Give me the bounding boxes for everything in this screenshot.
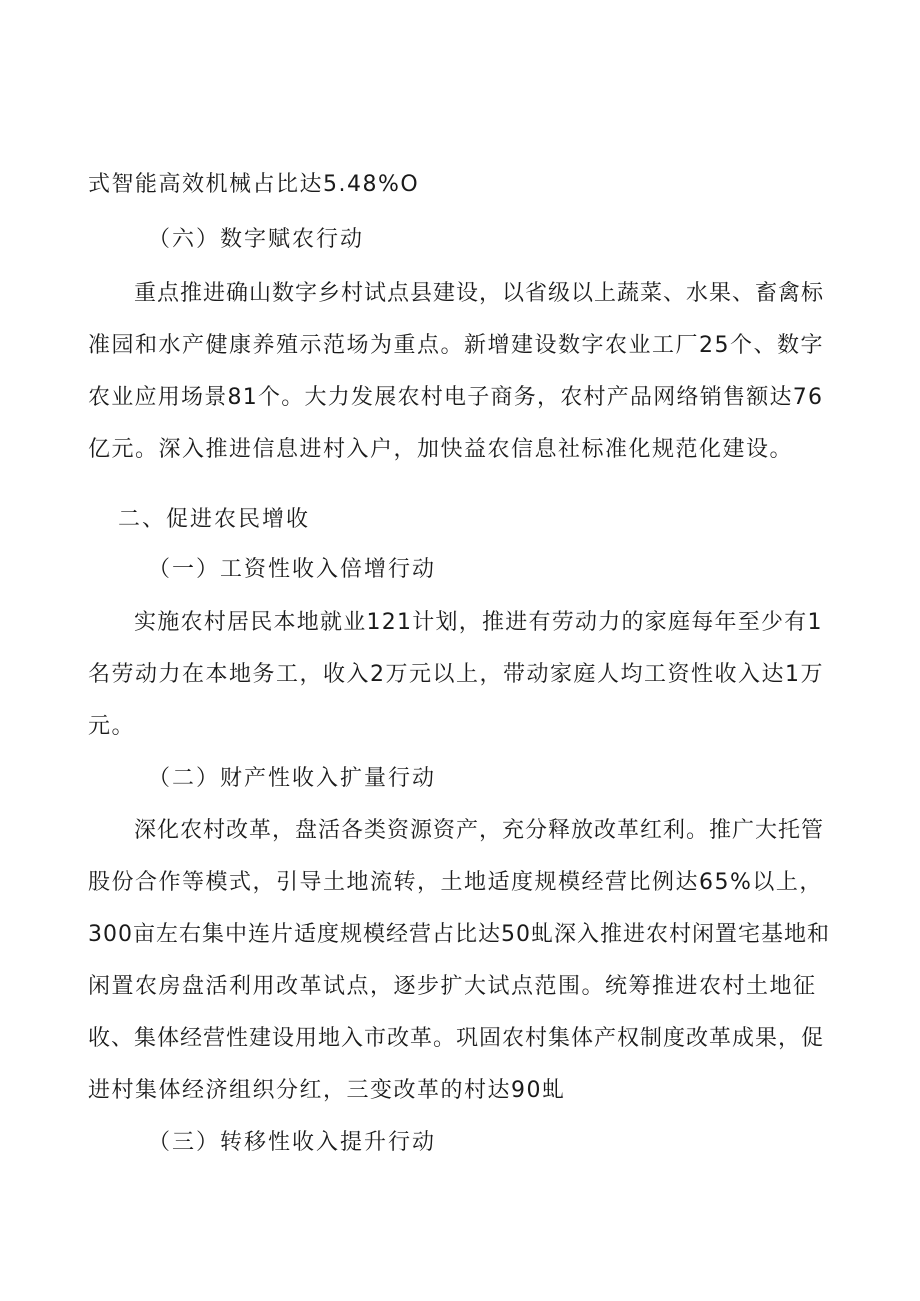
paragraph-digital-line-4: 亿元。深入推进信息进村入户，加快益农信息社标准化规范化建设。 (88, 437, 794, 462)
paragraph-property-line-3: 300亩左右集中连片适度规模经营占比达50虬深入推进农村闲置宅基地和 (88, 922, 830, 947)
paragraph-digital-line-2: 准园和水产健康养殖示范场为重点。新增建设数字农业工厂25个、数字 (88, 333, 824, 358)
heading-digital-agriculture: （六）数字赋农行动 (148, 227, 365, 252)
paragraph-property-line-5: 收、集体经营性建设用地入市改革。巩固农村集体产权制度改革成果，促 (88, 1026, 825, 1051)
paragraph-wage-line-3: 元。 (88, 714, 136, 739)
paragraph-digital-line-1: 重点推进确山数字乡村试点县建设，以省级以上蔬菜、水果、畜禽标 (134, 281, 825, 306)
paragraph-property-line-4: 闲置农房盘活利用改革试点，逐步扩大试点范围。统筹推进农村土地征 (88, 974, 817, 999)
paragraph-wage-line-2: 名劳动力在本地务工，收入2万元以上，带动家庭人均工资性收入达1万 (88, 662, 824, 687)
paragraph-wage-line-1: 实施农村居民本地就业121计划，推进有劳动力的家庭每年至少有1 (134, 610, 823, 635)
paragraph-property-line-1: 深化农村改革，盘活各类资源资产，充分释放改革红利。推广大托管 (134, 818, 825, 843)
paragraph-continuation: 式智能高效机械占比达5.48%O (88, 172, 420, 197)
paragraph-property-line-6: 进村集体经济组织分红，三变改革的村达90虬 (88, 1078, 566, 1103)
heading-property-income: （二）财产性收入扩量行动 (148, 766, 437, 791)
heading-transfer-income: （三）转移性收入提升行动 (148, 1130, 437, 1155)
paragraph-property-line-2: 股份合作等模式，引导土地流转，土地适度规模经营比例达65%以上， (88, 870, 823, 895)
heading-wage-income: （一）工资性收入倍增行动 (148, 557, 437, 582)
paragraph-digital-line-3: 农业应用场景81个。大力发展农村电子商务，农村产品网络销售额达76 (88, 385, 824, 410)
section-title-income: 二、促进农民增收 (118, 507, 311, 532)
